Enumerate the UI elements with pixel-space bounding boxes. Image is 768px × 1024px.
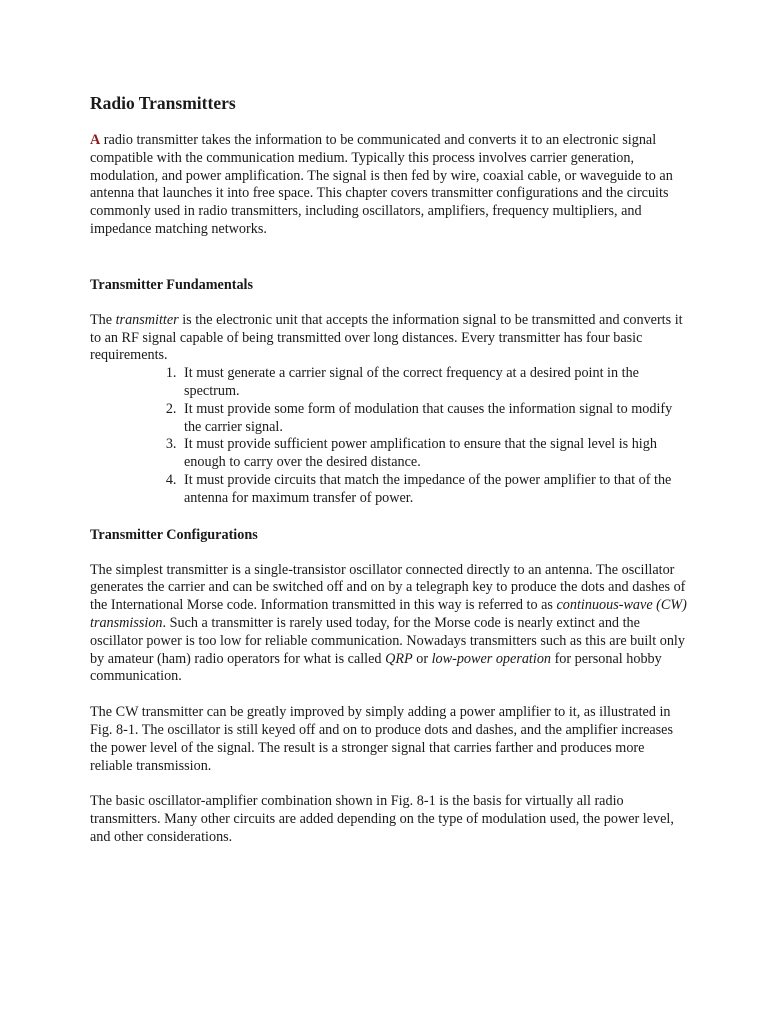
configurations-paragraph-1 [90, 562, 690, 687]
section-heading-configurations: Transmitter Configurations [90, 526, 258, 543]
emphasis-term: continuous-wave (CW) transmission [90, 597, 687, 631]
text-run: The [90, 311, 116, 328]
text-run: or [412, 650, 432, 667]
emphasis-term: transmitter [115, 311, 179, 328]
list-item: 3. It must provide sufficient power amplification to ensure that the signal level is high enough to carry over the desired distance. [180, 436, 690, 472]
text-run: . Such a transmitter is rarely used today, for the Morse code is nearly extinct and the oscillator power is too low for reliable communication. Nowadays transmitters such as this are built only by amateur (ham) radio operators for what is called [90, 614, 685, 667]
text-run: is the electronic unit that accepts the information signal to be transmitted and converts it to an RF signal capable of being transmitted over long distances. Every transmitter has four basic requirements. [90, 311, 683, 364]
emphasis-term: QRP [385, 650, 413, 667]
requirements-list [90, 365, 690, 507]
document-page [90, 92, 690, 865]
intro-text: radio transmitter takes the information to be communicated and converts it to an electronic signal compatible with the communication medium. Typically this process involves carrier generation, modulation, and power amplification. The signal is then fed by wire, coaxial cable, or waveguide to an antenna that launches it into free space. This chapter covers transmitter configurations and the circuits commonly used in radio transmitters, including oscillators, amplifiers, frequency multipliers, and impedance matching networks. [90, 132, 673, 237]
page-title: Radio Transmitters [90, 93, 236, 113]
configurations-paragraph-2: The CW transmitter can be greatly improved by simply adding a power amplifier to it, as illustrated in Fig. 8-1. The oscillator is still keyed off and on to produce dots and dashes, and the amplifier increases the power level of the signal. The result is a stronger signal that carries farther and produces more reliable transmission. [90, 704, 673, 774]
fundamentals-paragraph [90, 312, 690, 365]
list-item: 1. It must generate a carrier signal of the correct frequency at a desired point in the spectrum. [180, 365, 690, 401]
emphasis-term: low-power operation [431, 650, 552, 667]
drop-cap: A [90, 132, 101, 148]
list-item: 2. It must provide some form of modulation that causes the information signal to modify the carrier signal. [180, 401, 690, 437]
configurations-paragraph-3: The basic oscillator-amplifier combination shown in Fig. 8-1 is the basis for virtually all radio transmitters. Many other circuits are added depending on the type of modulation used, the power level, and other considerations. [90, 793, 674, 845]
list-item: 4. It must provide circuits that match the impedance of the power amplifier to that of the antenna for maximum transfer of power. [180, 472, 690, 508]
section-heading-fundamentals: Transmitter Fundamentals [90, 276, 254, 293]
intro-paragraph [90, 132, 690, 239]
text-run: The simplest transmitter is a single-transistor oscillator connected directly to an antenna. The oscillator generates the carrier and can be switched off and on by a telegraph key to produce the dots and dashes of the International Morse code. Information transmitted in this way is referred to as [90, 561, 686, 614]
text-run: for personal hobby communication. [90, 650, 662, 685]
